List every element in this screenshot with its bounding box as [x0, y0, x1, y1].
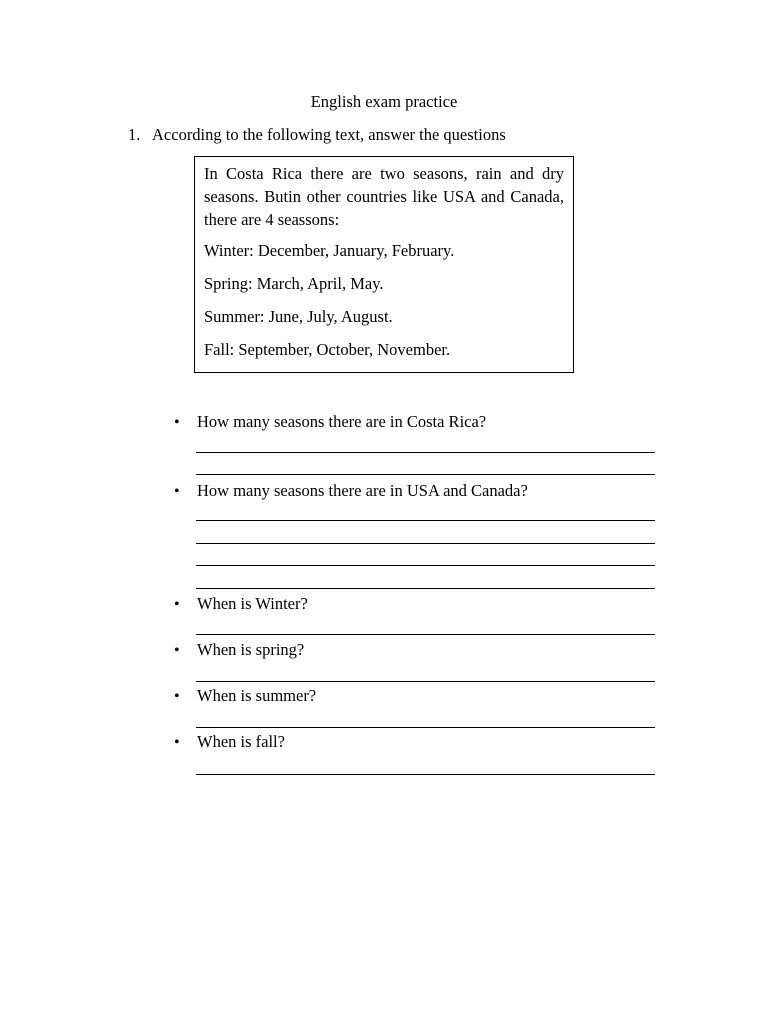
question-item [174, 731, 285, 754]
bullet-icon: • [174, 688, 180, 705]
question-prompt: According to the following text, answer the questions [152, 125, 506, 144]
question-text: When is summer? [197, 686, 317, 705]
answer-line[interactable] [196, 774, 655, 775]
answer-line[interactable] [196, 565, 655, 566]
bullet-icon: • [174, 596, 180, 613]
question-text: How many seasons there are in Costa Rica? [197, 412, 487, 431]
question-text: When is spring? [197, 640, 305, 659]
answer-line[interactable] [196, 588, 655, 589]
answer-line[interactable] [196, 452, 655, 453]
season-winter: Winter: December, January, February. [204, 241, 455, 260]
season-summer: Summer: June, July, August. [204, 307, 393, 326]
question-item [174, 685, 316, 708]
answer-line[interactable] [196, 520, 655, 521]
bullet-icon: • [174, 642, 180, 659]
question-text: When is fall? [197, 732, 285, 751]
question-item [174, 411, 486, 434]
season-spring: Spring: March, April, May. [204, 274, 384, 293]
answer-line[interactable] [196, 727, 655, 728]
question-item [174, 593, 308, 616]
page-title: English exam practice [310, 92, 458, 111]
answer-line[interactable] [196, 634, 655, 635]
question-text: When is Winter? [197, 594, 308, 613]
bullet-icon: • [174, 414, 180, 431]
season-fall: Fall: September, October, November. [204, 340, 451, 359]
passage-intro: In Costa Rica there are two seasons, rain and dry seasons. Butin other countries like USA and Canada, there are 4 seassons: [204, 164, 564, 229]
bullet-icon: • [174, 483, 180, 500]
answer-line[interactable] [196, 681, 655, 682]
bullet-icon: • [174, 734, 180, 751]
answer-line[interactable] [196, 474, 655, 475]
question-item [174, 480, 528, 503]
answer-line[interactable] [196, 543, 655, 544]
question-text: How many seasons there are in USA and Canada? [197, 481, 528, 500]
question-number: 1. [128, 125, 141, 144]
question-item [174, 639, 304, 662]
